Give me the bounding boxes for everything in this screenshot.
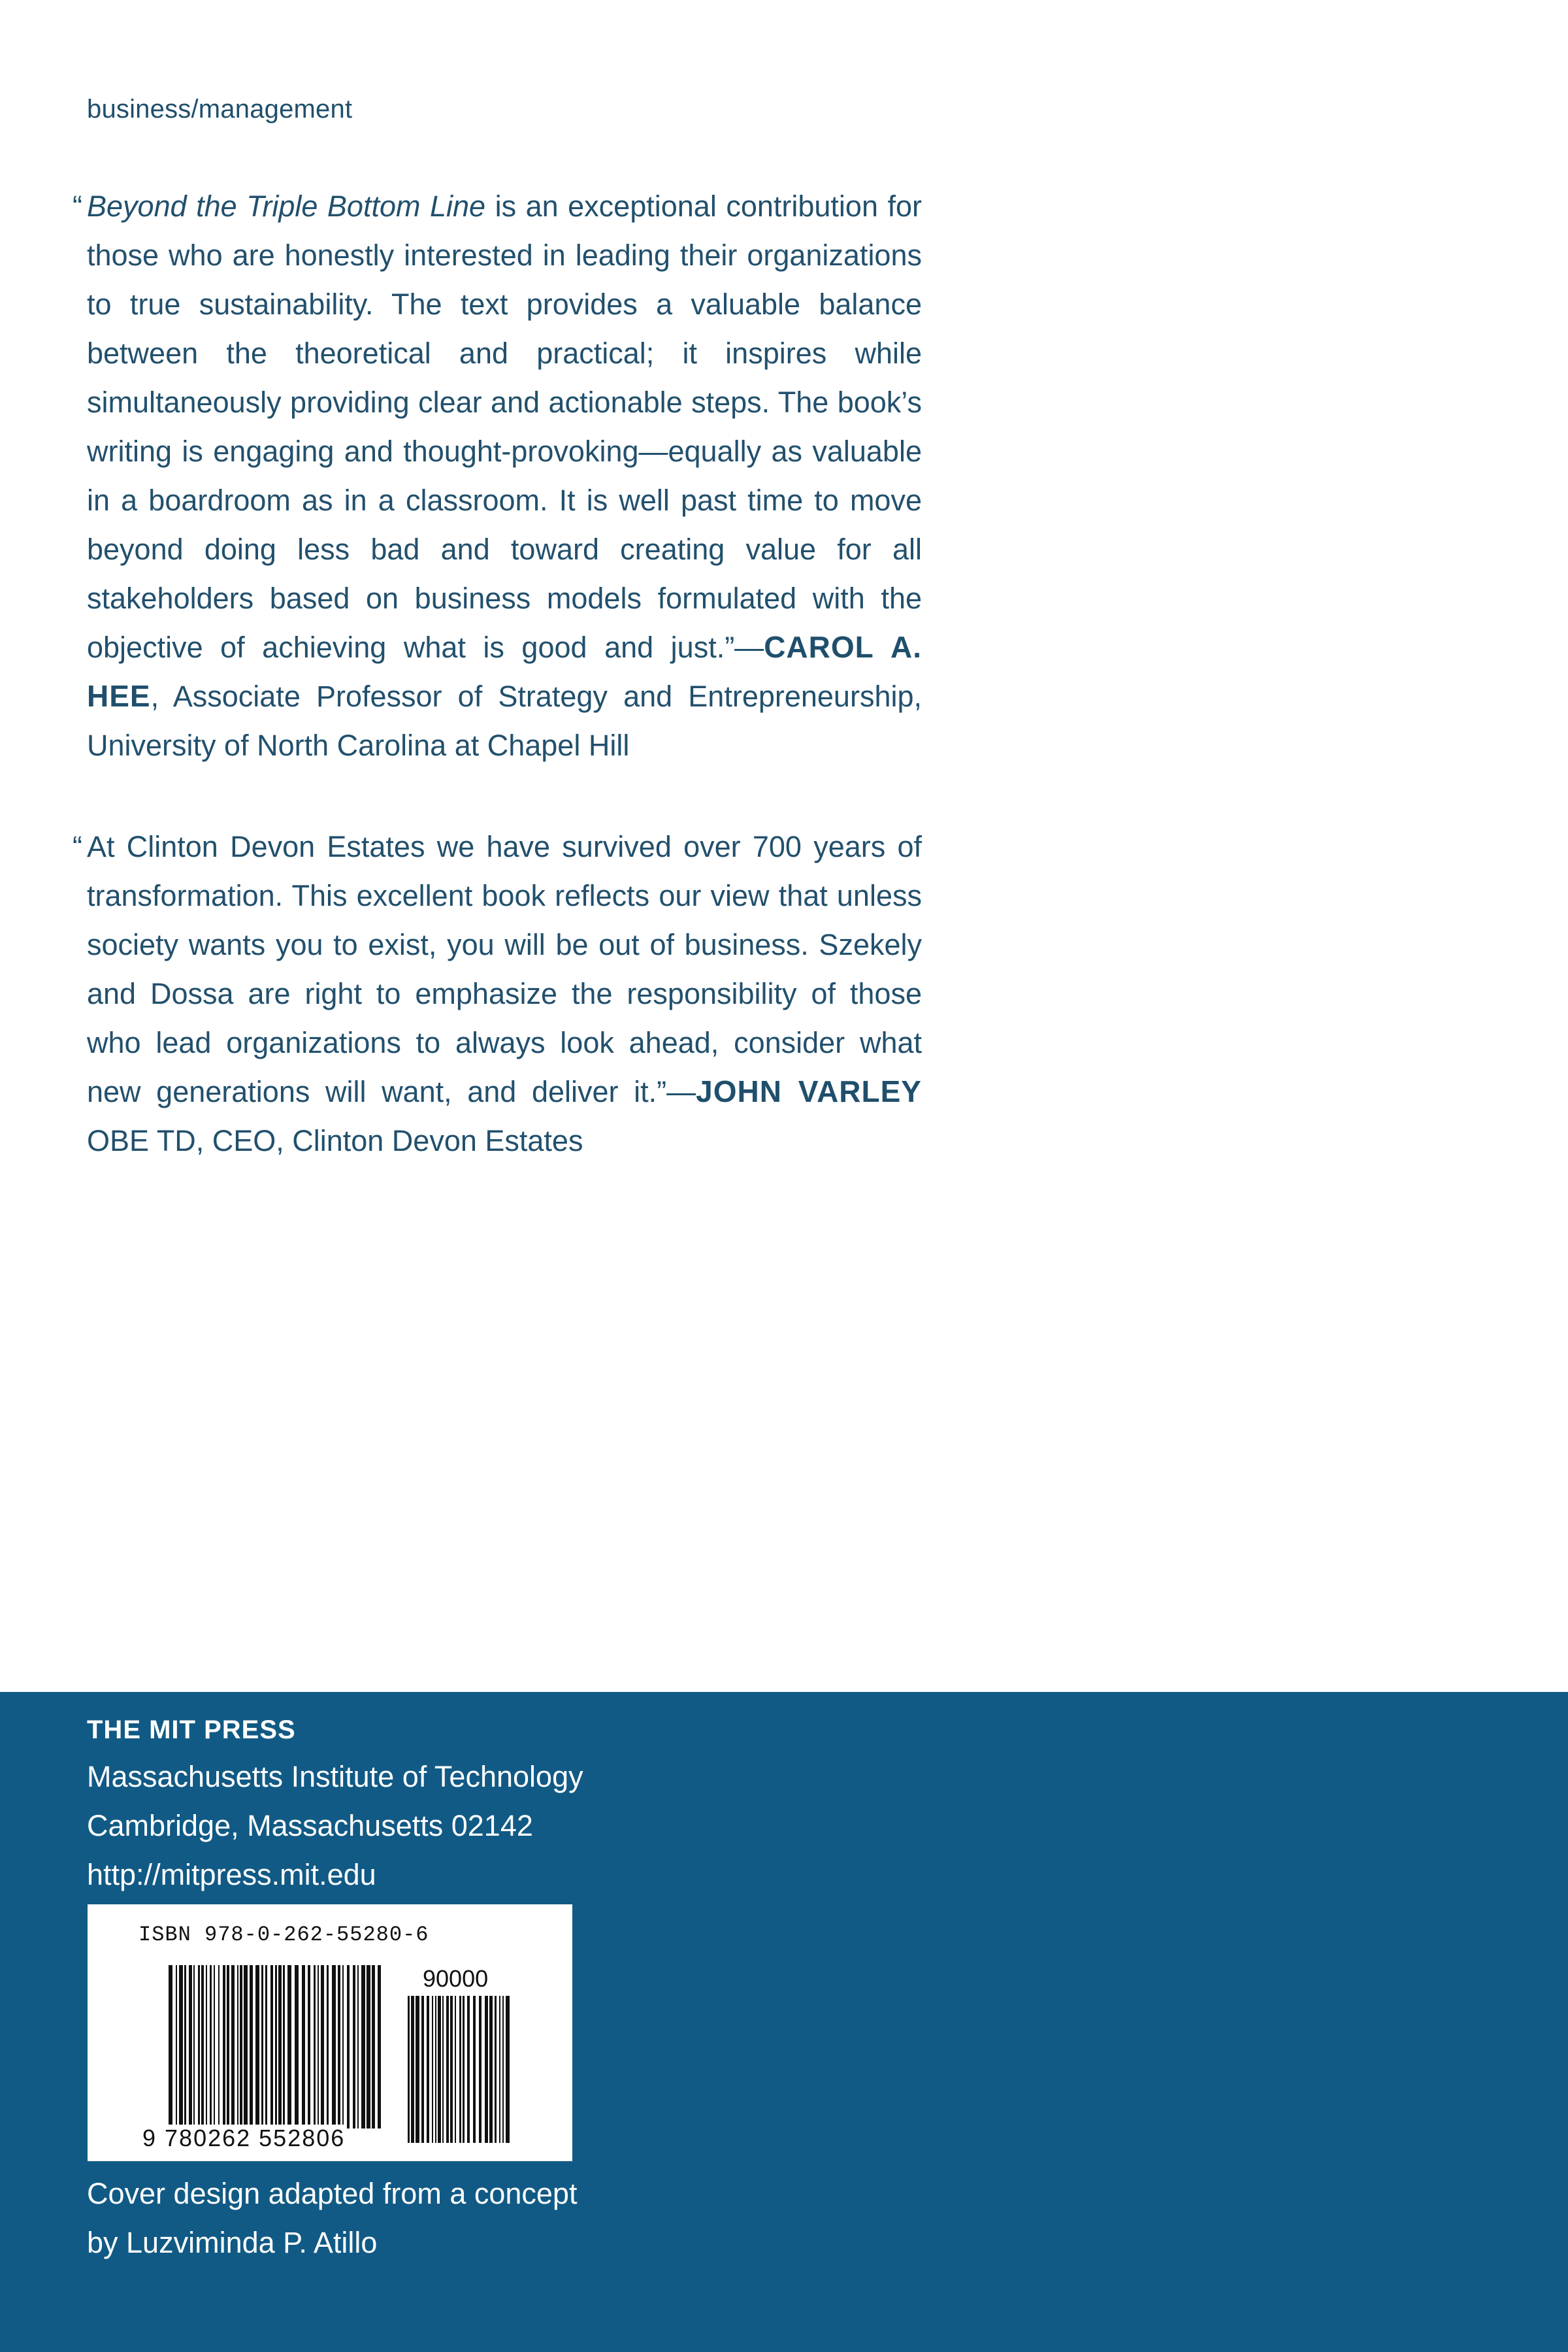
barcode-bar	[502, 1996, 504, 2143]
barcode-bar	[332, 1965, 336, 2128]
barcode-bar	[179, 1965, 183, 2128]
barcode-bar	[353, 1965, 355, 2128]
barcode-bar	[318, 1965, 319, 2128]
opening-quote-mark: “	[73, 830, 82, 863]
barcode-bar	[450, 1996, 453, 2143]
barcode-bar	[308, 1965, 310, 2128]
barcode-digits: 9 780262 552806	[142, 2125, 346, 2151]
publisher-band	[0, 1692, 1568, 2352]
barcode-bar	[361, 1965, 365, 2128]
barcode-bar	[435, 1996, 436, 2143]
barcode-bar	[275, 1965, 277, 2128]
barcode-bar	[223, 1965, 225, 2128]
barcode-bar	[438, 1996, 441, 2143]
barcode-bar	[237, 1965, 238, 2128]
endorsement-quote-hee	[73, 182, 922, 770]
barcode-bar	[214, 1965, 215, 2128]
barcode-bar	[342, 1965, 344, 2128]
category-label: business/management	[87, 95, 353, 124]
barcode-bar	[189, 1965, 192, 2128]
barcode-bar	[499, 1996, 500, 2143]
barcode-bar	[231, 1965, 235, 2128]
barcode-bar	[489, 1996, 493, 2143]
barcode-bar	[506, 1996, 510, 2143]
barcode-bar	[455, 1996, 456, 2143]
barcode-bar	[176, 1965, 177, 2128]
barcode-bar	[250, 1965, 253, 2128]
barcode-bar	[411, 1996, 414, 2143]
barcode-bar	[278, 1965, 282, 2128]
barcode-bar	[314, 1965, 316, 2128]
barcode-bar	[261, 1965, 263, 2128]
barcode-bar	[427, 1996, 429, 2143]
barcode-bar	[338, 1965, 340, 2128]
barcode-bar	[184, 1965, 186, 2128]
book-title-italic: Beyond the Triple Bottom Line	[87, 190, 486, 223]
barcode-bar	[378, 1965, 381, 2128]
barcode-bar	[302, 1965, 305, 2128]
barcode-bar	[479, 1996, 482, 2143]
barcode-bar	[283, 1965, 285, 2128]
barcode-bar	[198, 1965, 200, 2128]
quote-body: At Clinton Devon Estates we have survived over 700 years of transformation. This excellent book reflects our view that unless society wants you to exist, you will be out of business. Szekely and Dossa are right to emphasize the responsibility of those who lead organizations to always look ahead, consider what new generations will want, and deliver it.”—	[87, 830, 922, 1108]
barcode-bar	[408, 1996, 410, 2143]
barcode-bar	[193, 1965, 195, 2128]
endorser-affiliation: , Associate Professor of Strategy and Entrepreneurship, University of North Carolina at Chapel Hill	[87, 680, 922, 762]
barcode-bar	[416, 1996, 419, 2143]
quote-body: is an exceptional contribution for those who are honestly interested in leading their organizations to true sustainability. The text provides a valuable balance between the theoretical and practical; it inspires while simultaneously providing clear and actionable steps. The book’s writing is engaging and thought-provoking—equally as valuable in a boardroom as in a classroom. It is well past time to move beyond doing less bad and toward creating value for all stakeholders based on business models formulated with the objective of achieving what is good and just.”—	[87, 190, 922, 664]
barcode-bar	[240, 1965, 242, 2128]
barcode-bar	[201, 1965, 204, 2128]
endorser-name: CAROL A. HEE	[87, 630, 922, 713]
publisher-address: Cambridge, Massachusetts 02142	[87, 1809, 533, 1842]
endorser-affiliation: OBE TD, CEO, Clinton Devon Estates	[87, 1124, 583, 1157]
isbn-barcode-block	[88, 1904, 572, 2161]
barcode-bar	[327, 1965, 329, 2128]
barcode-bar	[473, 1996, 476, 2143]
barcode-bar	[321, 1965, 324, 2128]
endorser-name: JOHN VARLEY	[696, 1074, 922, 1108]
barcode-bar	[227, 1965, 229, 2128]
barcode-bar	[210, 1965, 212, 2128]
barcode-bar	[218, 1965, 220, 2128]
barcode-bar	[485, 1996, 488, 2143]
price-code: 90000	[423, 1965, 489, 1992]
opening-quote-mark: “	[73, 190, 82, 223]
cover-credit-line-1: Cover design adapted from a concept	[87, 2177, 578, 2210]
ean-barcode-graphic	[169, 1965, 382, 2128]
barcode-bar	[255, 1965, 259, 2128]
addon-barcode-graphic	[408, 1996, 514, 2143]
cover-credit-line-2: by Luzviminda P. Atillo	[87, 2226, 378, 2259]
publisher-institution: Massachusetts Institute of Technology	[87, 1760, 583, 1793]
barcode-bar	[459, 1996, 461, 2143]
barcode-bar	[295, 1965, 299, 2128]
isbn-number: ISBN 978-0-262-55280-6	[139, 1923, 429, 1947]
barcode-bar	[357, 1965, 359, 2128]
barcode-bar	[463, 1996, 465, 2143]
barcode-bar	[347, 1965, 350, 2128]
publisher-name: THE MIT PRESS	[87, 1715, 296, 1744]
endorsement-quote-varley	[73, 822, 922, 1165]
barcode-bar	[372, 1965, 375, 2128]
barcode-bar	[421, 1996, 424, 2143]
barcode-bar	[169, 1965, 172, 2128]
barcode-bar	[244, 1965, 248, 2128]
barcode-bar	[495, 1996, 497, 2143]
barcode-bar	[432, 1996, 433, 2143]
barcode-bar	[287, 1965, 291, 2128]
barcode-bar	[367, 1965, 370, 2128]
barcode-bar	[265, 1965, 267, 2128]
barcode-bar	[442, 1996, 444, 2143]
barcode-bar	[270, 1965, 273, 2128]
barcode-bar	[446, 1996, 449, 2143]
barcode-bar	[467, 1996, 470, 2143]
publisher-url: http://mitpress.mit.edu	[87, 1858, 376, 1891]
barcode-bar	[206, 1965, 207, 2128]
